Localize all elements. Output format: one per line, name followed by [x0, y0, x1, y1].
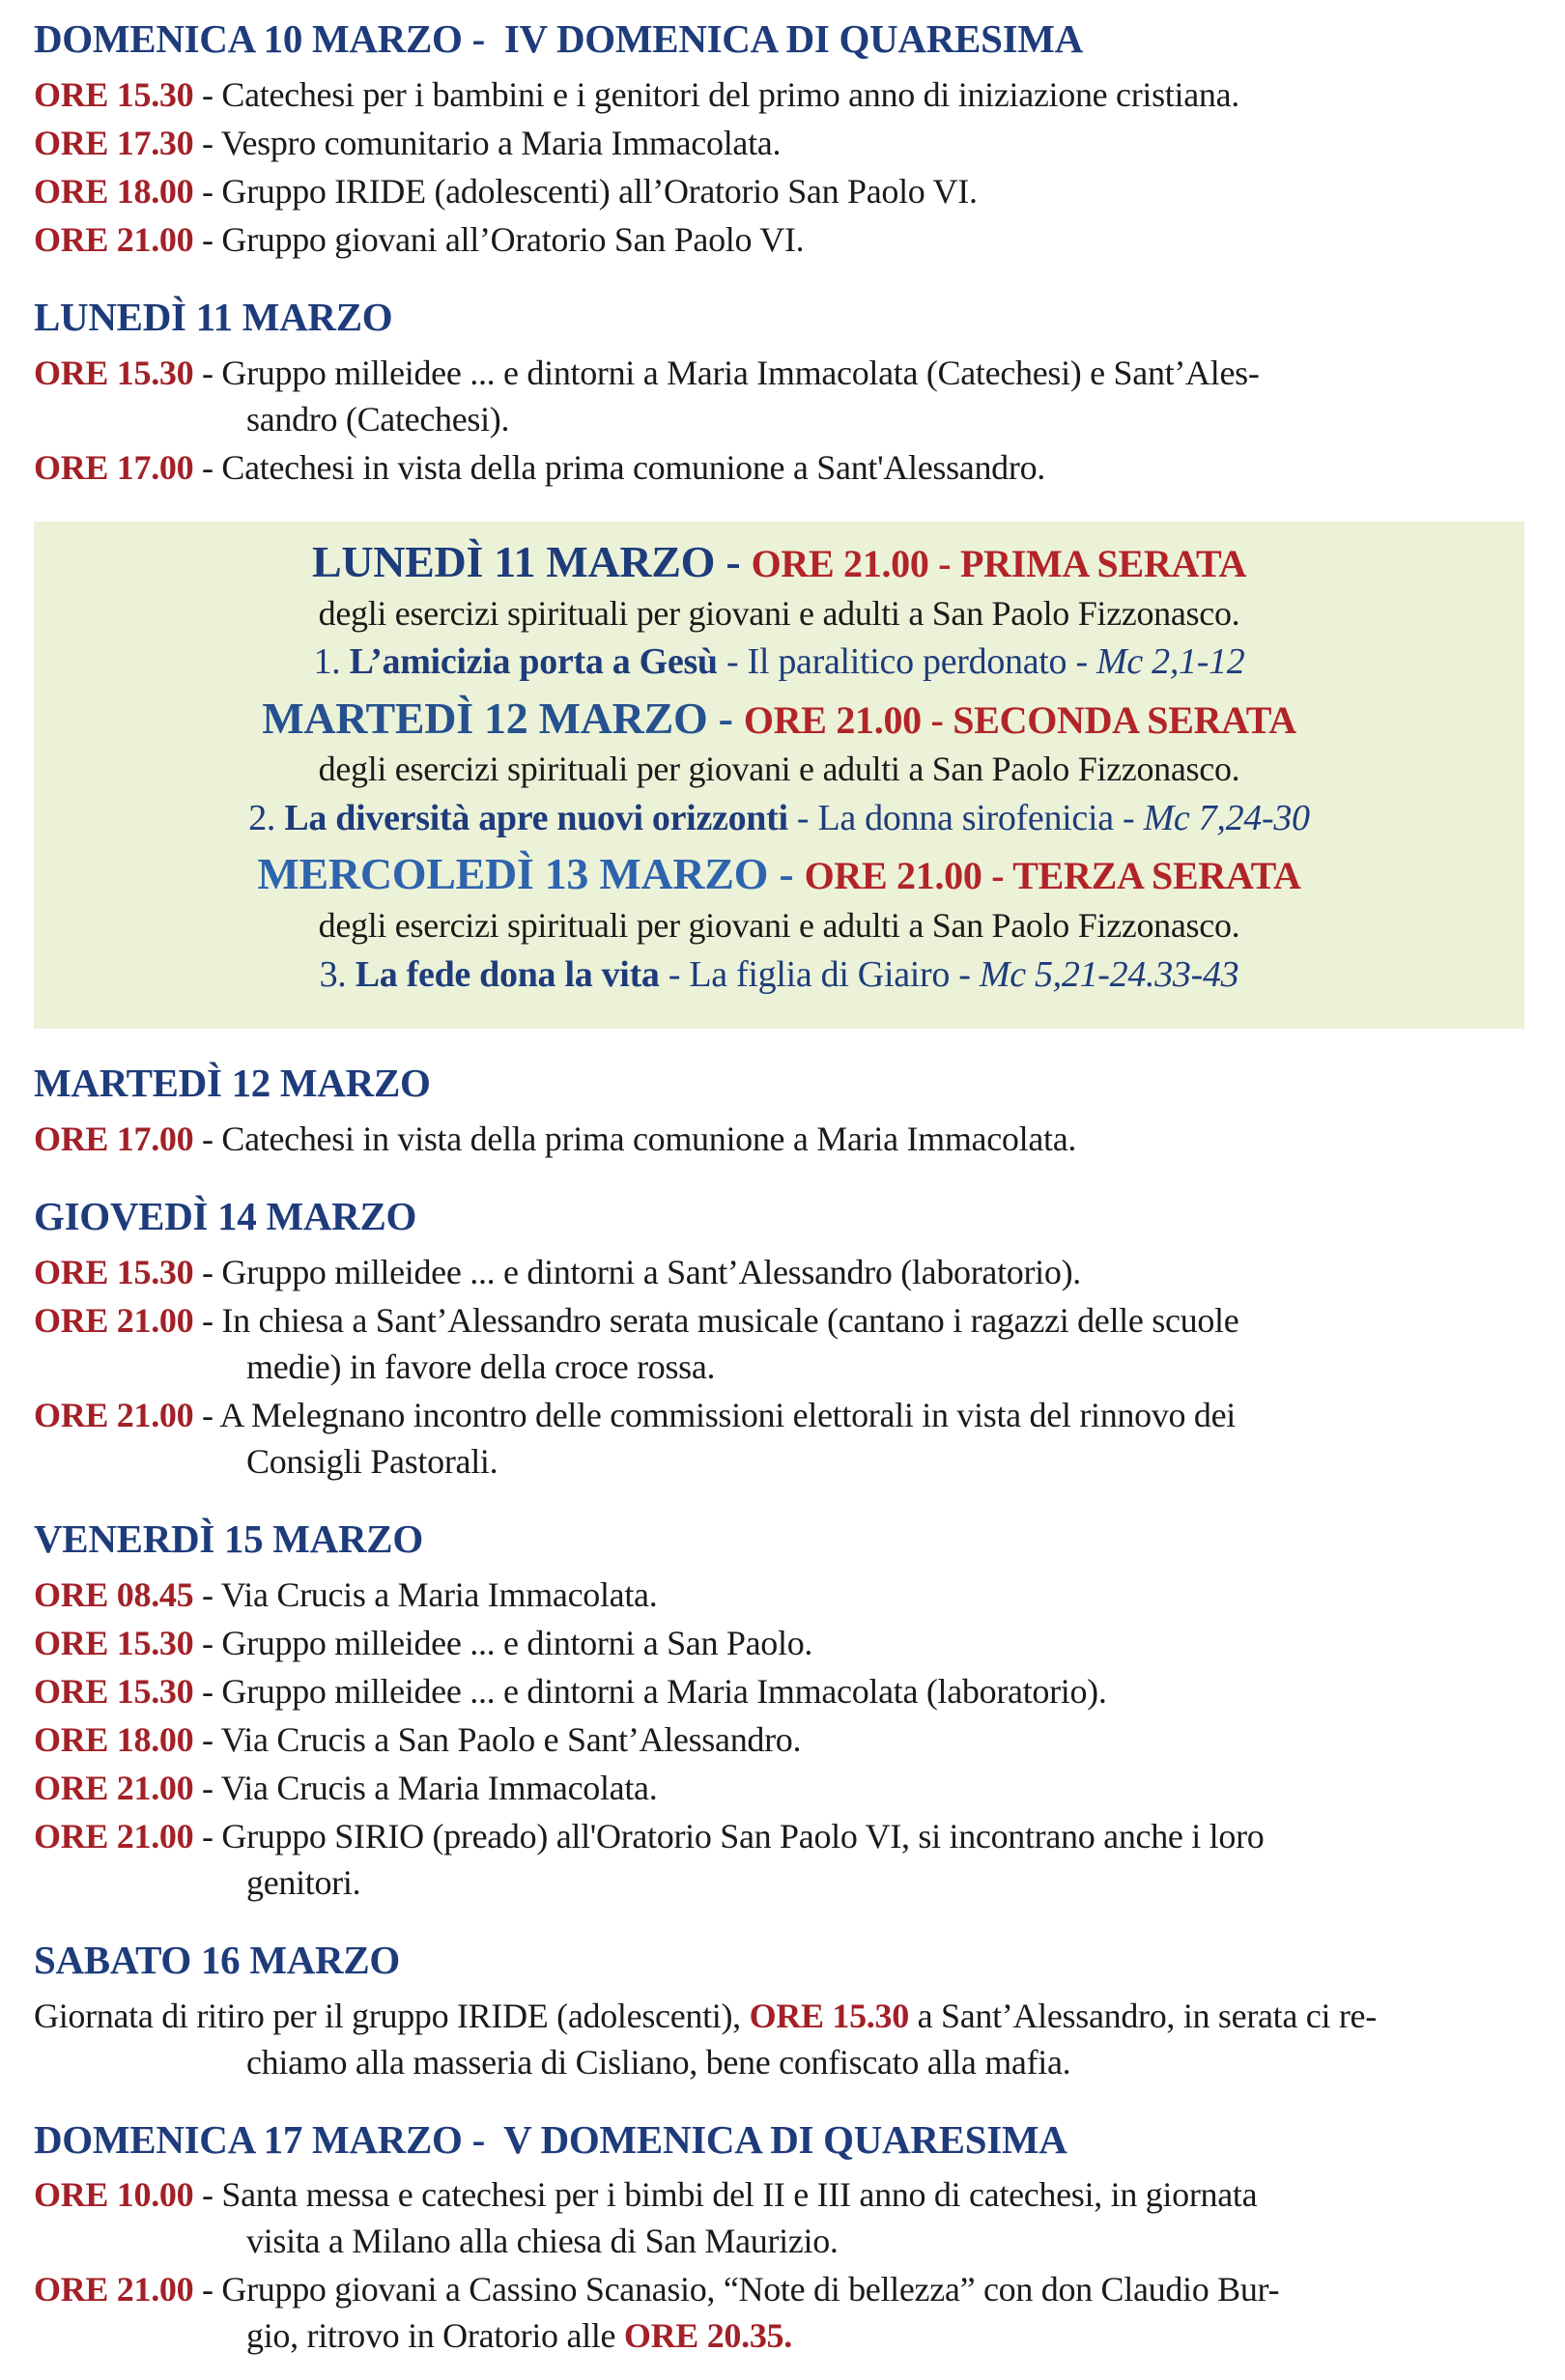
text-segment: MARTEDÌ 12 MARZO - [262, 693, 744, 743]
event-text: Via Crucis a San Paolo e Sant’Alessandro. [220, 1719, 802, 1759]
event-text: visita a Milano alla chiesa di San Maurizio. [246, 2222, 839, 2261]
event-row [34, 1116, 1524, 1162]
event-dash: - [193, 1816, 222, 1856]
day-heading: LUNEDÌ 11 MARZO [34, 294, 393, 339]
event-dash: - [193, 1574, 221, 1614]
text-segment: Mc 2,1-12 [1096, 641, 1245, 683]
event-text: Santa messa e catechesi per i bimbi del II e III anno di catechesi, in giornata [221, 2175, 1258, 2215]
event-dash: - [193, 219, 222, 259]
event-time: ORE 17.00 [34, 1119, 194, 1158]
event-dash: - [193, 1300, 222, 1340]
event-text: Gruppo SIRIO (preado) all'Oratorio San Paolo VI, si incontrano anche i loro [221, 1816, 1265, 1856]
text-segment: ORE 21.00 - SECONDA SERATA [743, 697, 1296, 742]
event-text: chiamo alla masseria di Cisliano, bene confiscato alla mafia. [246, 2042, 1071, 2082]
event-row [34, 1765, 1524, 1811]
event-dash: - [193, 123, 221, 162]
event-time: ORE 21.00 [34, 1816, 194, 1856]
event-time: ORE 21.00 [34, 1768, 194, 1807]
event-row [34, 216, 1524, 263]
event-dash: - [193, 1252, 222, 1291]
text-segment: ORE 21.00 - TERZA SERATA [804, 854, 1301, 898]
event-text: Via Crucis a Maria Immacolata. [220, 1574, 658, 1614]
text-segment: 2. [248, 798, 285, 839]
day-section [34, 1195, 1524, 1485]
event-text: Consigli Pastorali. [246, 1441, 498, 1481]
event-row [34, 71, 1524, 118]
event-text: A Melegnano incontro delle commissioni elettorali in vista del rinnovo dei [219, 1395, 1237, 1434]
day-section [34, 1939, 1524, 2085]
event-text: Gruppo milleidee ... e dintorni a Maria Immacolata (Catechesi) e Sant’Ales- [221, 353, 1260, 392]
day-heading: DOMENICA 10 MARZO - IV DOMENICA DI QUARESIMA [34, 16, 1083, 61]
inline-time: ORE 20.35. [623, 2316, 792, 2356]
event-text: Gruppo milleidee ... e dintorni a Sant’Alessandro (laboratorio). [221, 1252, 1081, 1291]
event-text: Via Crucis a Maria Immacolata. [220, 1768, 658, 1807]
spiritual-exercises-box [34, 522, 1524, 1029]
event-time: ORE 15.30 [34, 1623, 194, 1662]
event-row [34, 2266, 1524, 2359]
event-text: Gruppo giovani a Cassino Scanasio, “Note di bellezza” con don Claudio Bur- [221, 2270, 1280, 2309]
text-segment: La diversità apre nuovi orizzonti [284, 798, 788, 839]
event-dash: - [193, 1119, 222, 1158]
event-row [34, 350, 1524, 442]
event-row [34, 1249, 1524, 1295]
event-time: ORE 08.45 [34, 1574, 194, 1614]
event-text: Catechesi in vista della prima comunione a Maria Immacolata. [221, 1119, 1077, 1158]
event-dash: - [193, 1768, 221, 1807]
event-time: ORE 15.30 [34, 74, 194, 114]
event-time: ORE 21.00 [34, 1395, 194, 1434]
event-text: Vespro comunitario a Maria Immacolata. [220, 123, 782, 162]
text-segment: 3. [319, 953, 356, 995]
box-subtitle: degli esercizi spirituali per giovani e adulti a San Paolo Fizzonasco. [318, 750, 1240, 789]
event-dash: - [193, 353, 222, 392]
event-time: ORE 21.00 [34, 1300, 194, 1340]
event-text: Catechesi in vista della prima comunione a Sant'Alessandro. [221, 447, 1045, 487]
day-heading: VENERDÌ 15 MARZO [34, 1516, 423, 1561]
box-theme-line [69, 636, 1490, 689]
day-section [34, 1062, 1524, 1162]
event-text: Catechesi per i bambini e i genitori del primo anno di iniziazione cristiana. [221, 74, 1239, 114]
event-dash: - [193, 1671, 222, 1711]
text-segment: L’amicizia porta a Gesù [349, 641, 718, 683]
event-text: Gruppo milleidee ... e dintorni a San Paolo. [221, 1623, 813, 1662]
box-theme-line [69, 949, 1490, 1002]
event-dash: - [193, 447, 222, 487]
day-heading: DOMENICA 17 MARZO - V DOMENICA DI QUARESIMA [34, 2116, 1067, 2162]
event-text: Gruppo giovani all’Oratorio San Paolo VI. [221, 219, 805, 259]
event-text: In chiesa a Sant’Alessandro serata musicale (cantano i ragazzi delle scuole [221, 1300, 1239, 1340]
text-segment: Giornata di ritiro per il gruppo IRIDE (adolescenti), [34, 1996, 750, 2035]
day-heading: MARTEDÌ 12 MARZO [34, 1060, 431, 1105]
event-text: Gruppo IRIDE (adolescenti) all’Oratorio San Paolo VI. [221, 171, 978, 211]
text-segment: LUNEDÌ 11 MARZO - [311, 536, 752, 586]
text-segment: La fede dona la vita [355, 953, 660, 995]
event-row [34, 444, 1524, 491]
box-heading [69, 533, 1490, 591]
event-row [34, 1993, 1524, 2085]
text-segment: 1. [313, 641, 350, 683]
event-time: ORE 17.00 [34, 447, 194, 487]
event-time: ORE 17.30 [34, 123, 194, 162]
event-row [34, 120, 1524, 166]
day-heading: SABATO 16 MARZO [34, 1937, 400, 1982]
event-text: Gruppo milleidee ... e dintorni a Maria Immacolata (laboratorio). [221, 1671, 1107, 1711]
event-row [34, 1668, 1524, 1714]
event-time: ORE 15.30 [34, 353, 194, 392]
text-segment: ORE 21.00 - PRIMA SERATA [751, 541, 1247, 585]
text-segment: gio, ritrovo in Oratorio alle [246, 2316, 624, 2356]
day-section [34, 296, 1524, 491]
event-row [34, 1620, 1524, 1666]
event-dash: - [193, 1395, 220, 1434]
event-time: ORE 10.00 [34, 2175, 194, 2215]
box-heading [69, 845, 1490, 903]
event-row [34, 1716, 1524, 1763]
text-segment: Mc 5,21-24.33-43 [979, 953, 1239, 995]
text-segment: - La donna sirofenicia - [787, 798, 1144, 839]
day-section [34, 1517, 1524, 1906]
event-dash: - [193, 2270, 222, 2309]
text-segment: Mc 7,24-30 [1143, 798, 1310, 839]
box-subtitle: degli esercizi spirituali per giovani e adulti a San Paolo Fizzonasco. [318, 905, 1240, 945]
event-dash: - [193, 2175, 222, 2215]
event-dash: - [193, 1719, 221, 1759]
box-subtitle: degli esercizi spirituali per giovani e adulti a San Paolo Fizzonasco. [318, 593, 1240, 633]
event-time: ORE 18.00 [34, 171, 194, 211]
event-row [34, 1392, 1524, 1485]
event-time: ORE 21.00 [34, 219, 194, 259]
event-time: ORE 21.00 [34, 2270, 194, 2309]
event-text: sandro (Catechesi). [246, 399, 510, 439]
event-time: ORE 18.00 [34, 1719, 194, 1759]
day-section [34, 2118, 1524, 2360]
day-heading: GIOVEDÌ 14 MARZO [34, 1193, 417, 1238]
event-text: genitori. [246, 1862, 361, 1902]
text-segment: - Il paralitico perdonato - [717, 641, 1097, 683]
event-time: ORE 15.30 [34, 1671, 194, 1711]
event-row [34, 2171, 1524, 2264]
day-section [34, 17, 1524, 263]
text-segment: a Sant’Alessandro, in serata ci re- [908, 1996, 1377, 2035]
event-dash: - [193, 74, 222, 114]
box-theme-line [69, 792, 1490, 845]
event-row [34, 1297, 1524, 1390]
event-dash: - [193, 171, 222, 211]
text-segment: - La figlia di Giairo - [659, 953, 980, 995]
event-dash: - [193, 1623, 222, 1662]
event-time: ORE 15.30 [34, 1252, 194, 1291]
event-text: medie) in favore della croce rossa. [246, 1346, 716, 1386]
event-row [34, 1572, 1524, 1618]
box-heading [69, 690, 1490, 748]
event-row [34, 1813, 1524, 1906]
event-row [34, 168, 1524, 214]
text-segment: MERCOLEDÌ 13 MARZO - [257, 849, 805, 899]
inline-time: ORE 15.30 [749, 1996, 909, 2035]
